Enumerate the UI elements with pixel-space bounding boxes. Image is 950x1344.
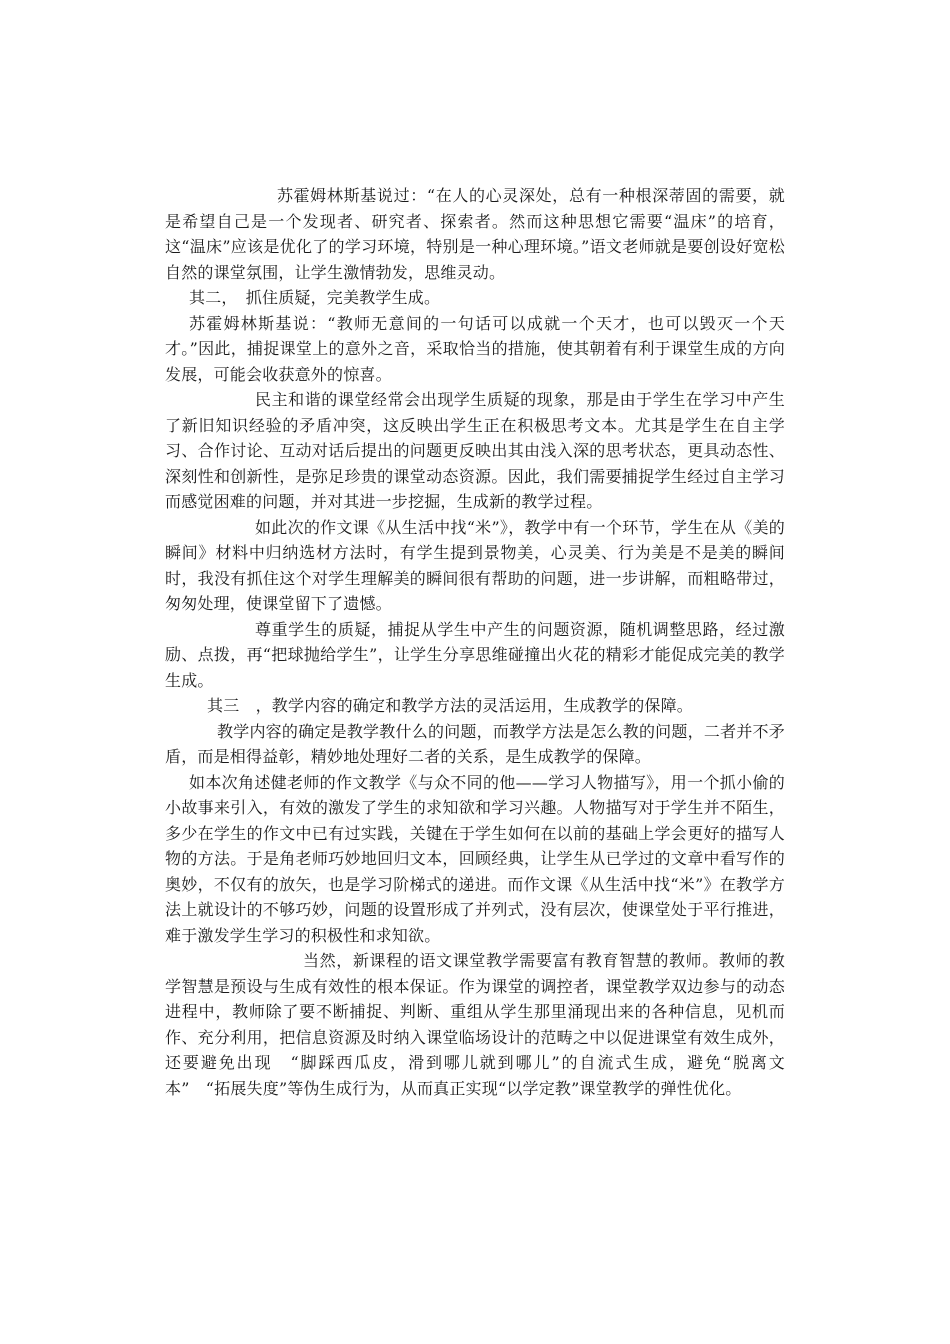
paragraph-1: 苏霍姆林斯基说过：“在人的心灵深处，总有一种根深蒂固的需要，就是希望自己是一个发现者、研究者、探索者。然而这种思想它需要“温床”的培育，这“温床”应该是优化了的学习环境，特别是一种心理环境。”语文老师就是要创设好宽松自然的课堂氛围，让学生激情勃发，思维灵动。 (165, 186, 785, 282)
section-heading-3: 其三 ，教学内容的确定和教学方法的灵活运用，生成教学的保障。 (207, 696, 694, 715)
paragraph-9: 如本次角述健老师的作文教学《与众不同的他——学习人物描写》，用一个抓小偷的小故事来引入，有效的激发了学生的求知欲和学习兴趣。人物描写对于学生并不陌生，多少在学生的作文中已有过实践，关键在于学生如何在以前的基础上学会更好的描写人物的方法。于是角老师巧妙地回归文本，回顾经典，让学生从已学过的文章中看写作的奥妙，不仅有的放矢，也是学习阶梯式的递进。而作文课《从生活中找“米”》在教学方法上就设计的不够巧妙，问题的设置形成了并列式，没有层次，使课堂处于平行推进，难于激发学生学习的积极性和求知欲。 (165, 772, 785, 945)
paragraph-5: 如此次的作文课《从生活中找“米”》，教学中有一个环节，学生在从《美的瞬间》材料中归纳选材方法时，有学生提到景物美，心灵美、行为美是不是美的瞬间时，我没有抓住这个对学生理解美的瞬间很有帮助的问题，进一步讲解，而粗略带过，匆匆处理，使课堂留下了遗憾。 (165, 517, 785, 613)
paragraph-4: 民主和谐的课堂经常会出现学生质疑的现象，那是由于学生在学习中产生了新旧知识经验的矛盾冲突，这反映出学生正在积极思考文本。尤其是学生在自主学习、合作讨论、互动对话后提出的问题更反映出其由浅入深的思考状态，更具动态性、深刻性和创新性，是弥足珍贵的课堂动态资源。因此，我们需要捕捉学生经过自主学习而感觉困难的问题，并对其进一步挖掘，生成新的教学过程。 (165, 390, 785, 511)
document-body (165, 183, 785, 1101)
paragraph-8: 教学内容的确定是教学教什么的问题，而教学方法是怎么教的问题，二者并不矛盾，而是相得益彰，精妙地处理好二者的关系，是生成教学的保障。 (165, 721, 785, 766)
section-heading-2: 其二， 抓住质疑，完美教学生成。 (189, 288, 441, 307)
paragraph-6: 尊重学生的质疑，捕捉从学生中产生的问题资源，随机调整思路，经过激励、点拨，再“把球抛给学生”，让学生分享思维碰撞出火花的精彩才能促成完美的教学生成。 (165, 619, 785, 690)
paragraph-10: 当然，新课程的语文课堂教学需要富有教育智慧的教师。教师的教学智慧是预设与生成有效性的根本保证。作为课堂的调控者，课堂教学双边参与的动态进程中，教师除了要不断捕捉、判断、重组从学生那里涌现出来的各种信息，见机而作、充分利用，把信息资源及时纳入课堂临场设计的范畴之中以促进课堂有效生成外，还要避免出现 “脚踩西瓜皮，滑到哪儿就到哪儿”的自流式生成，避免“脱离文本” “拓展失度”等伪生成行为，从而真正实现“以学定教”课堂教学的弹性优化。 (165, 951, 785, 1098)
paragraph-3: 苏霍姆林斯基说：“教师无意间的一句话可以成就一个天才，也可以毁灭一个天才。”因此，捕捉课堂上的意外之音，采取恰当的措施，使其朝着有利于课堂生成的方向发展，可能会收获意外的惊喜。 (165, 313, 785, 384)
